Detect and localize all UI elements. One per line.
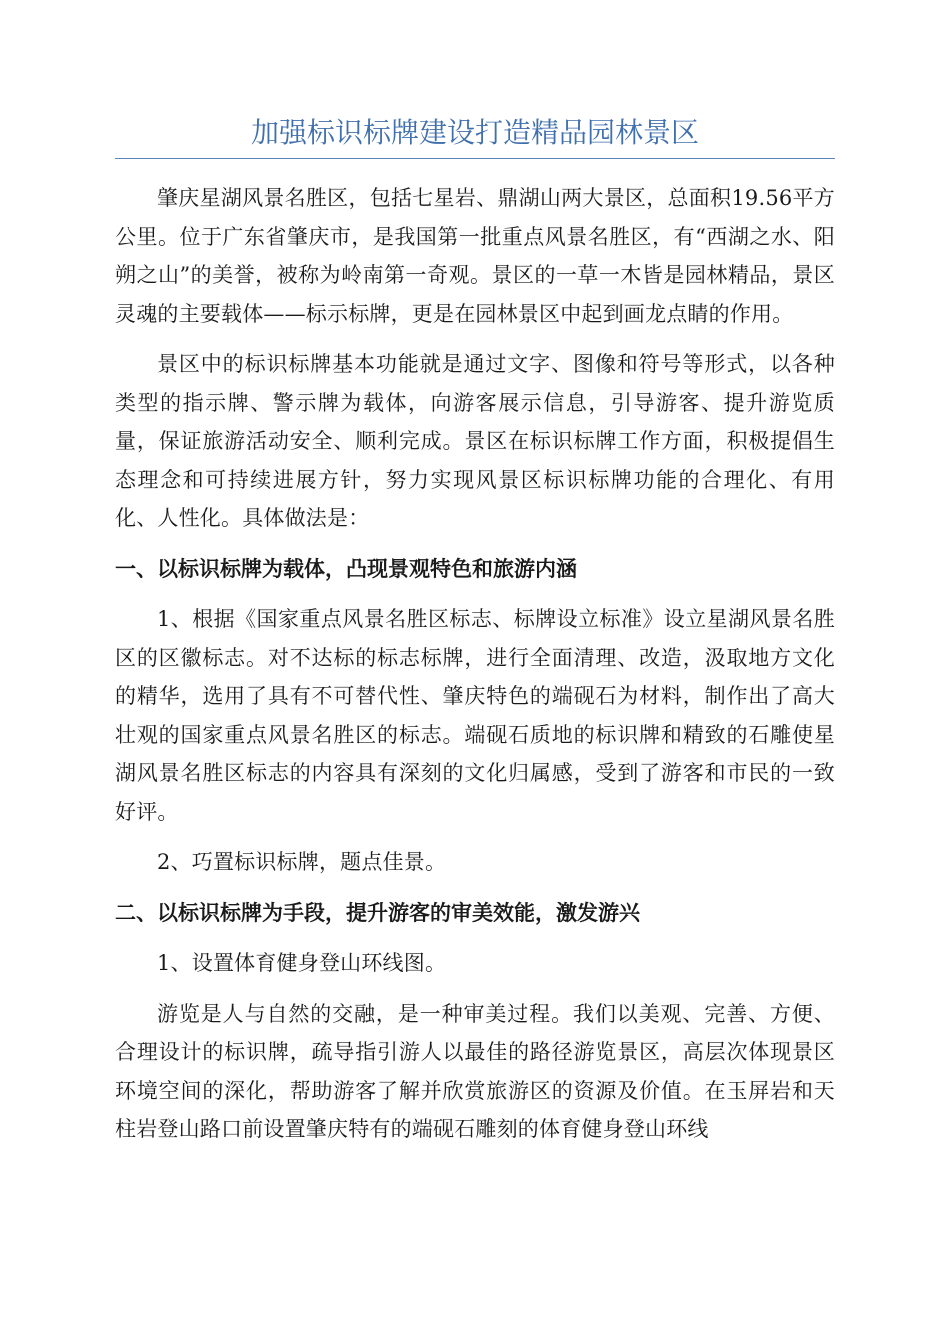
paragraph-item-1-1: 1、根据《国家重点风景名胜区标志、标牌设立标准》设立星湖风景名胜区的区徽标志。对不达标的标志标牌，进行全面清理、改造，汲取地方文化的精华，选用了具有不可替代性、肇庆特色的端砚石为材料，制作出了高大壮观的国家重点风景名胜区的标志。端砚石质地的标识牌和精致的石雕使星湖风景名胜区标志的内容具有深刻的文化归属感，受到了游客和市民的一致好评。 — [115, 607, 835, 824]
paragraph-intro: 肇庆星湖风景名胜区，包括七星岩、鼎湖山两大景区，总面积19.56平方公里。位于广东省肇庆市，是我国第一批重点风景名胜区，有“西湖之水、阳朔之山”的美誉，被称为岭南第一奇观。景区的一草一木皆是园林精品，景区灵魂的主要载体——标示标牌，更是在园林景区中起到画龙点睛的作用。 — [115, 186, 835, 326]
document-body — [115, 179, 835, 1149]
paragraph-functions: 景区中的标识标牌基本功能就是通过文字、图像和符号等形式，以各种类型的指示牌、警示牌为载体，向游客展示信息，引导游客、提升游览质量，保证旅游活动安全、顺利完成。景区在标识标牌工作方面，积极提倡生态理念和可持续进展方针，努力实现风景区标识标牌功能的合理化、有用化、人性化。具体做法是： — [115, 352, 835, 530]
section-heading-2: 二、以标识标牌为手段，提升游客的审美效能，激发游兴 — [115, 900, 640, 925]
paragraph-item-2-1: 1、设置体育健身登山环线图。 — [157, 951, 447, 975]
paragraph-tour-experience: 游览是人与自然的交融，是一种审美过程。我们以美观、完善、方便、合理设计的标识牌，疏导指引游人以最佳的路径游览景区，高层次体现景区环境空间的深化，帮助游客了解并欣赏旅游区的资源及价值。在玉屏岩和天柱岩登山路口前设置肇庆特有的端砚石雕刻的体育健身登山环线 — [115, 1001, 835, 1141]
section-heading-1: 一、以标识标牌为载体，凸现景观特色和旅游内涵 — [115, 556, 577, 581]
paragraph-item-1-2: 2、巧置标识标牌，题点佳景。 — [157, 850, 447, 874]
document-page — [115, 110, 835, 1161]
document-title: 加强标识标牌建设打造精品园林景区 — [115, 110, 835, 159]
